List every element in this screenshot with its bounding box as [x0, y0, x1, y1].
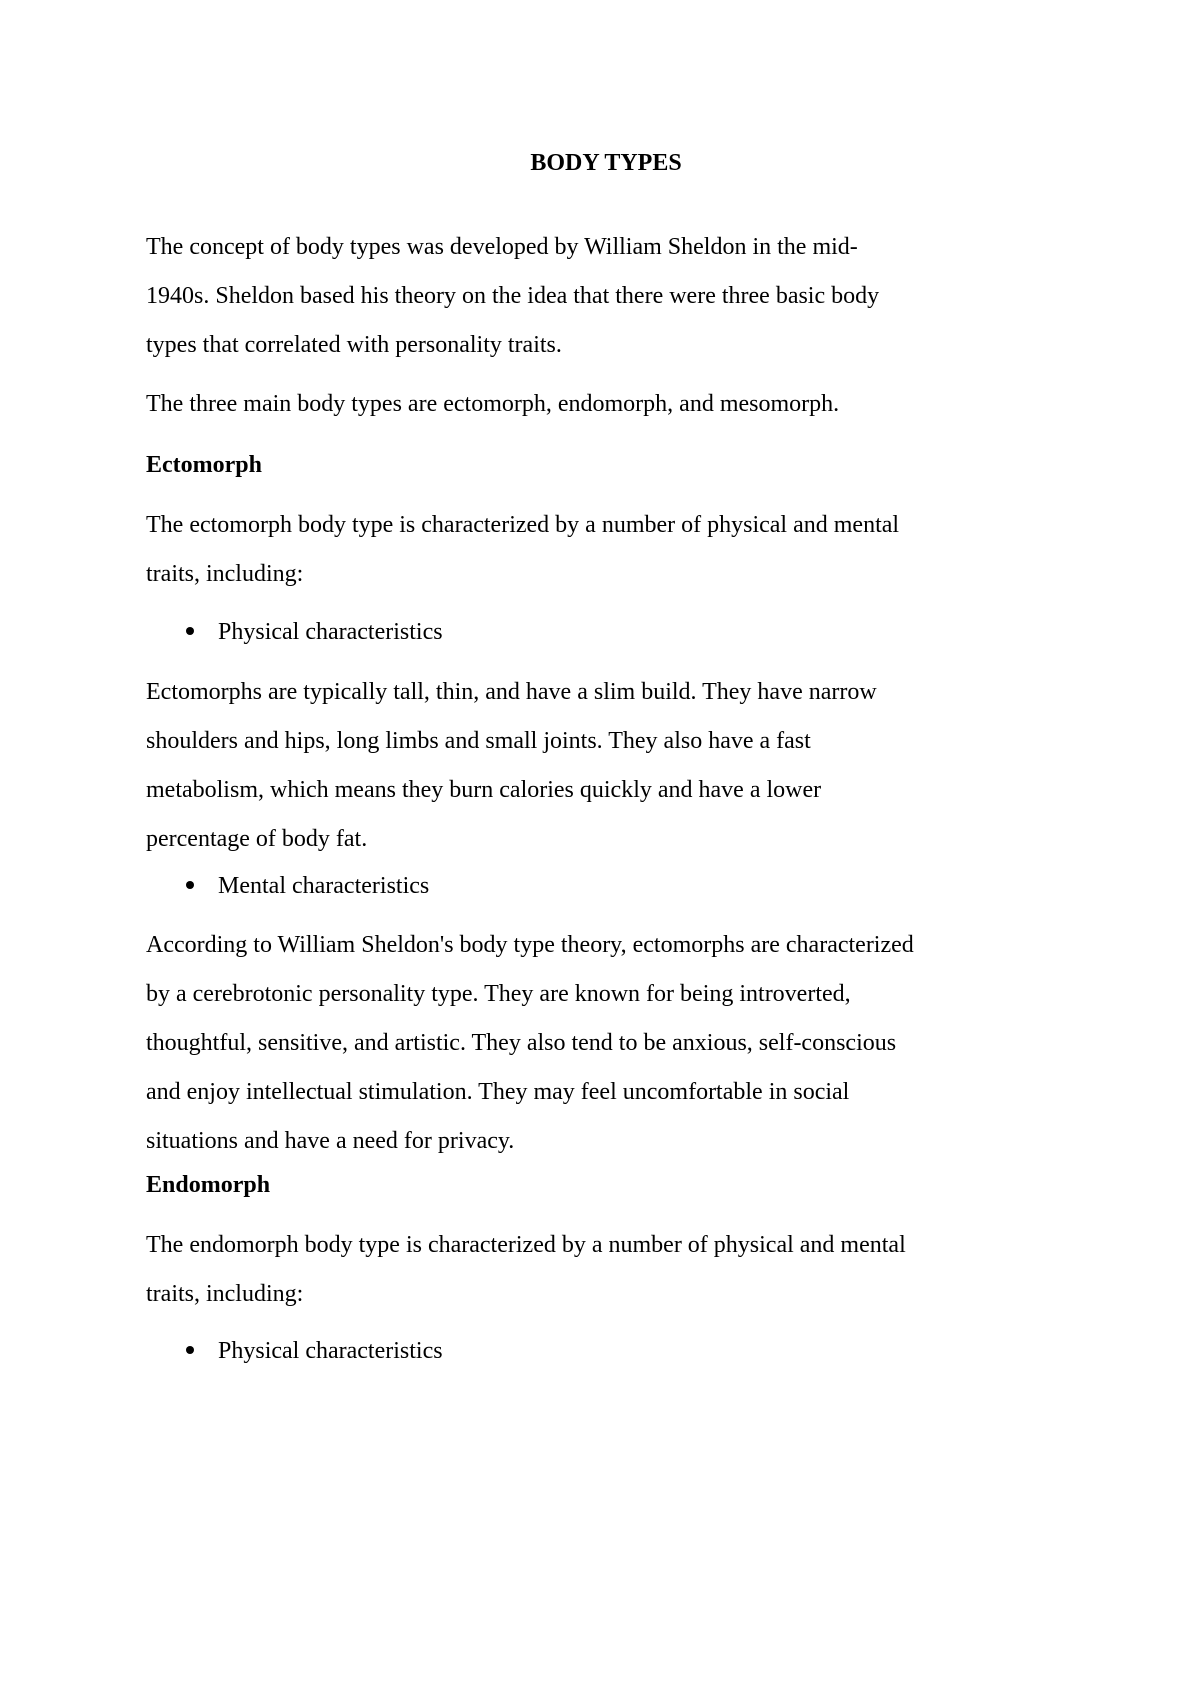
- paragraph-line: According to William Sheldon's body type theory, ectomorphs are characterized: [146, 932, 914, 958]
- paragraph-line: Ectomorphs are typically tall, thin, and have a slim build. They have narrow: [146, 679, 877, 705]
- main-types-paragraph: [146, 380, 1066, 429]
- ectomorph-heading: [146, 441, 1066, 490]
- ectomorph-physical-bullet: [186, 608, 443, 657]
- bullet-label: Mental characteristics: [218, 873, 430, 899]
- endomorph-physical-bullet: [186, 1327, 443, 1376]
- paragraph-line: traits, including:: [146, 561, 304, 587]
- bullet-icon: [186, 1346, 194, 1354]
- document-page: [146, 0, 1066, 1696]
- ectomorph-mental-paragraph: [146, 921, 1066, 1166]
- document-title: BODY TYPES: [530, 150, 682, 176]
- bullet-label: Physical characteristics: [218, 1338, 443, 1364]
- paragraph-line: thoughtful, sensitive, and artistic. They also tend to be anxious, self-conscious: [146, 1030, 897, 1056]
- bullet-label: Physical characteristics: [218, 619, 443, 645]
- paragraph-line: The endomorph body type is characterized by a number of physical and mental: [146, 1232, 906, 1258]
- paragraph-line: The three main body types are ectomorph, endomorph, and mesomorph.: [146, 391, 840, 417]
- paragraph-line: metabolism, which means they burn calories quickly and have a lower: [146, 777, 822, 803]
- ectomorph-intro-paragraph: [146, 501, 1066, 599]
- section-heading: Endomorph: [146, 1172, 271, 1198]
- endomorph-intro-paragraph: [146, 1221, 1066, 1319]
- paragraph-line: shoulders and hips, long limbs and small joints. They also have a fast: [146, 728, 811, 754]
- ectomorph-physical-paragraph: [146, 668, 1066, 864]
- paragraph-line: and enjoy intellectual stimulation. They may feel uncomfortable in social: [146, 1079, 850, 1105]
- bullet-icon: [186, 627, 194, 635]
- paragraph-line: situations and have a need for privacy.: [146, 1128, 515, 1154]
- section-heading: Ectomorph: [146, 452, 262, 478]
- intro-paragraph: [146, 223, 1066, 370]
- paragraph-line: percentage of body fat.: [146, 826, 368, 852]
- ectomorph-mental-bullet: [186, 862, 429, 911]
- paragraph-line: The ectomorph body type is characterized by a number of physical and mental: [146, 512, 900, 538]
- paragraph-line: The concept of body types was developed by William Sheldon in the mid-: [146, 234, 858, 260]
- endomorph-heading: [146, 1161, 1066, 1210]
- paragraph-line: by a cerebrotonic personality type. They are known for being introverted,: [146, 981, 851, 1007]
- paragraph-line: 1940s. Sheldon based his theory on the idea that there were three basic body: [146, 283, 880, 309]
- paragraph-line: types that correlated with personality traits.: [146, 332, 562, 358]
- bullet-icon: [186, 881, 194, 889]
- paragraph-line: traits, including:: [146, 1281, 304, 1307]
